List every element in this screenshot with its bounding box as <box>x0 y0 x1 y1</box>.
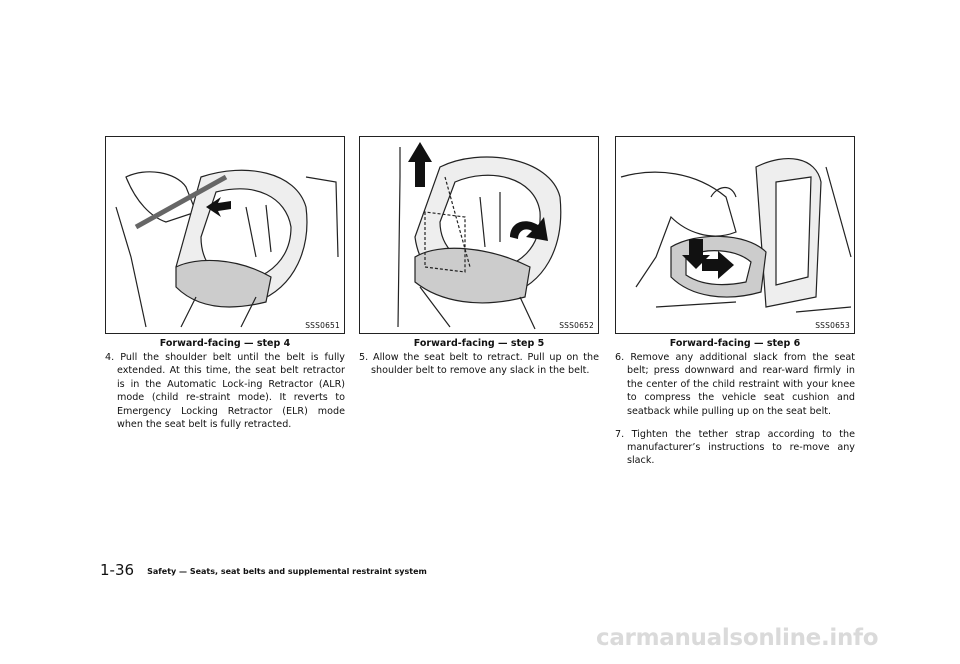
instruction-step-7: 7. Tighten the tether strap according to the manufacturer’s instructions to re-move any slack. <box>615 428 855 467</box>
figure-caption: Forward-facing — step 6 <box>669 338 801 349</box>
child-seat-illustration-6 <box>616 137 854 333</box>
instruction-step-4: 4. Pull the shoulder belt until the belt is fully extended. At this time, the seat belt retractor is in the Automatic Lock-ing Retractor (ALR) mode (child re-straint mode). It reverts to Emergency Locking Retractor (ELR) mode when the seat belt is fully retracted. <box>105 352 345 431</box>
page-number: 1-36 <box>100 561 135 579</box>
instruction-step-5: 5. Allow the seat belt to retract. Pull up on the shoulder belt to remove any slack in the belt. <box>359 352 599 377</box>
figure-caption: Forward-facing — step 5 <box>413 338 545 349</box>
figure-step-4 <box>105 136 345 334</box>
child-seat-illustration-5 <box>360 137 598 333</box>
figure-step-5 <box>359 136 599 334</box>
page-footer <box>100 560 427 579</box>
watermark: carmanualsonline.info <box>596 625 879 651</box>
instruction-step-6: 6. Remove any additional slack from the seat belt; press downward and rear-ward firmly in the center of the child restraint with your knee to compress the vehicle seat cushion and seatback while pulling up on the seat belt. <box>615 352 855 417</box>
figure-code: SSS0652 <box>559 321 594 330</box>
section-title: Safety — Seats, seat belts and supplemental restraint system <box>147 567 427 576</box>
column-step-4 <box>105 136 345 441</box>
figure-code: SSS0651 <box>305 321 340 330</box>
column-step-5 <box>359 136 599 387</box>
child-seat-illustration-4 <box>106 137 344 333</box>
figure-step-6 <box>615 136 855 334</box>
figure-code: SSS0653 <box>815 321 850 330</box>
figure-caption: Forward-facing — step 4 <box>159 338 291 349</box>
column-step-6-7 <box>615 136 855 477</box>
